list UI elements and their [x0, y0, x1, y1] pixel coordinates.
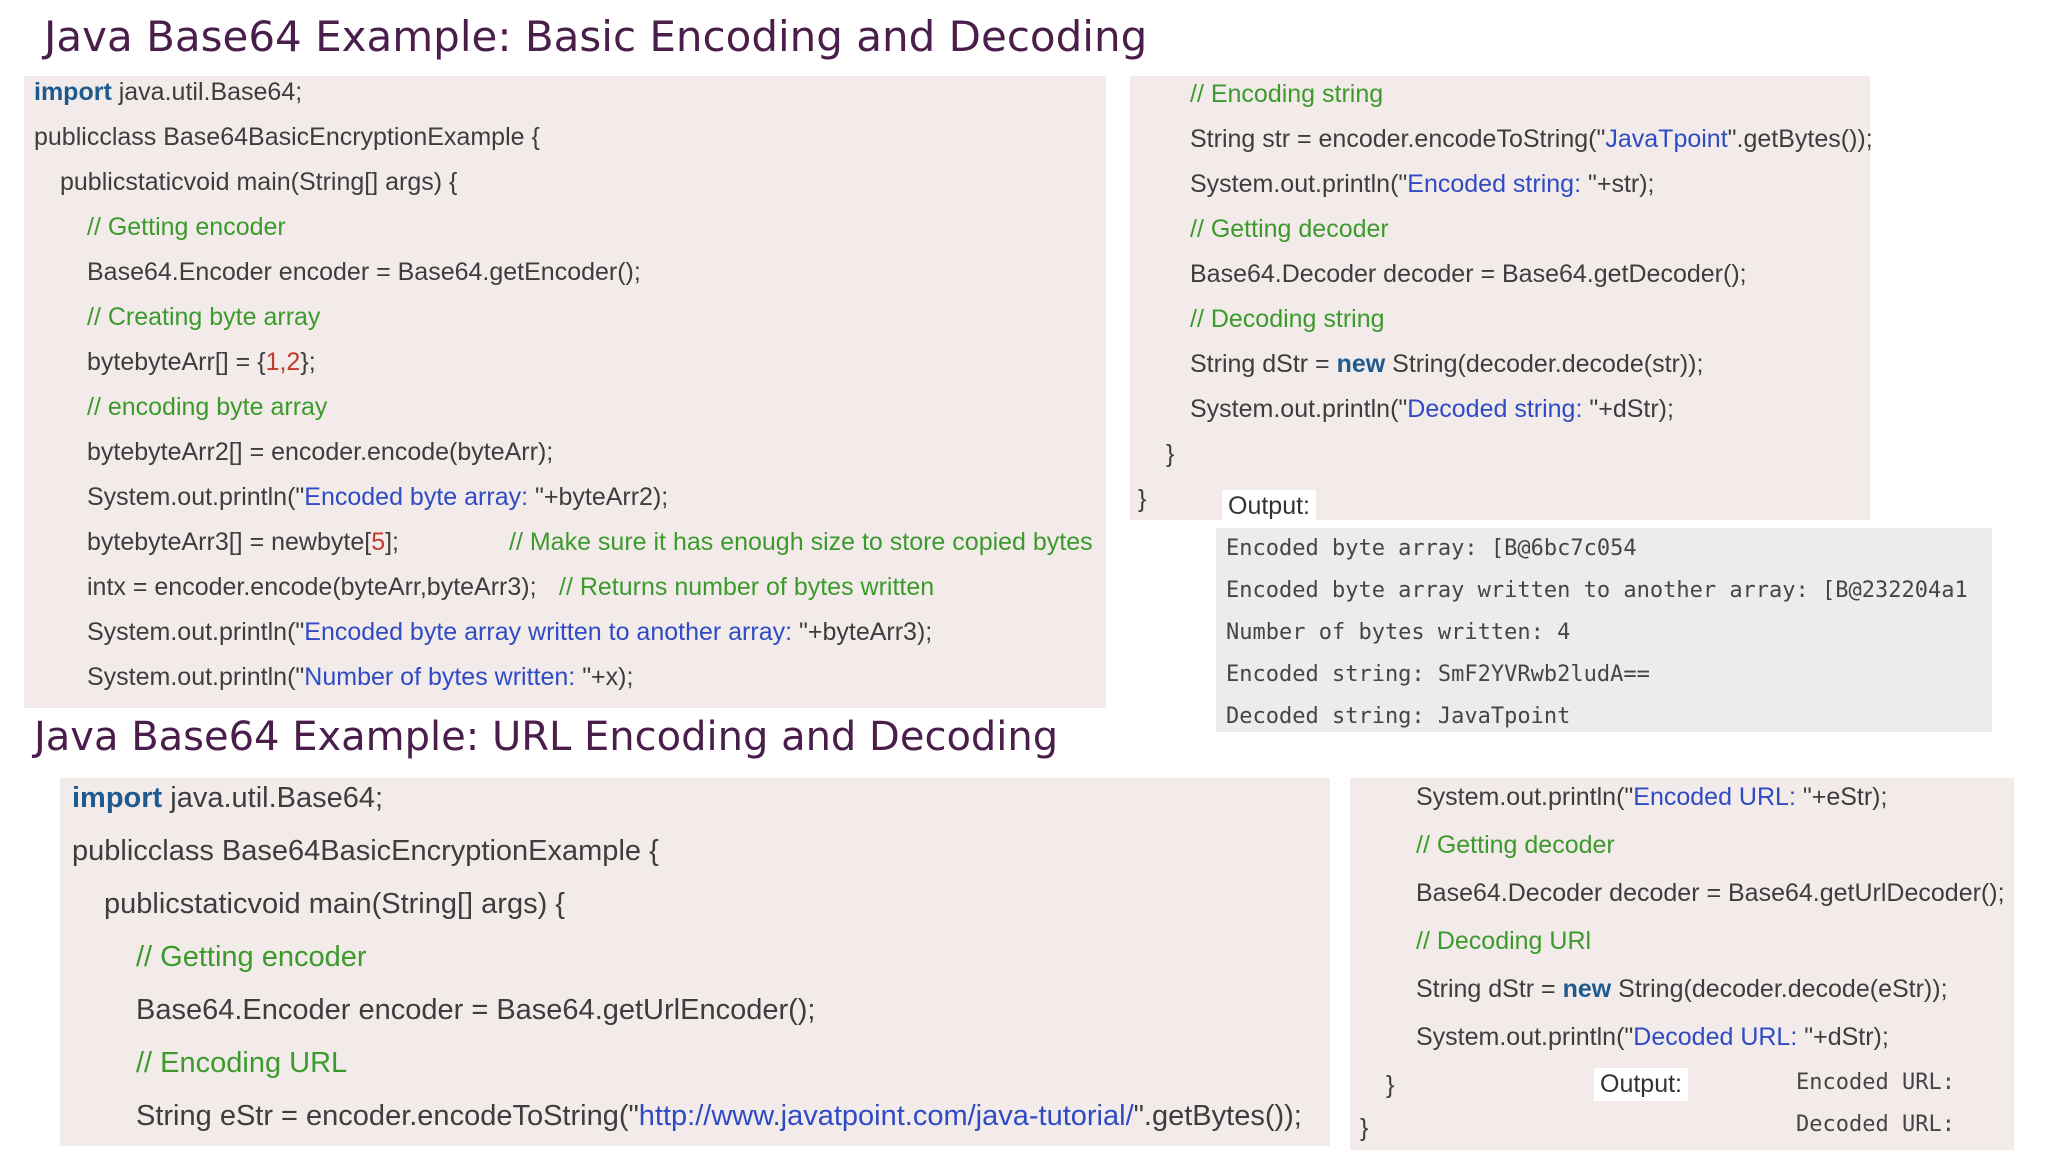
- code-line-main-decl: publicstaticvoid main(String[] args) {: [104, 888, 565, 920]
- estr-url-literal: http://www.javatpoint.com/java-tutorial/: [638, 1100, 1134, 1132]
- estr-pre: String eStr = encoder.encodeToString(": [136, 1100, 639, 1132]
- code-comment-getting-decoder: // Getting decoder: [1190, 215, 1389, 243]
- code-line-class-decl: publicclass Base64BasicEncryptionExample {: [72, 835, 659, 867]
- code-comment-encoding-url: // Encoding URL: [136, 1047, 348, 1079]
- code-line-str: [1190, 125, 1873, 154]
- println-string: Encoded byte array:: [304, 483, 535, 511]
- dstr-post: String(decoder.decode(str));: [1385, 350, 1704, 378]
- code-comment-decoding-url: // Decoding URl: [1416, 927, 1592, 955]
- println-post: "+x);: [582, 663, 634, 691]
- code-line-encoder: Base64.Encoder encoder = Base64.getEncoder();: [87, 258, 641, 286]
- keyword-new: new: [1336, 350, 1386, 378]
- output-line: Encoded byte array written to another array: [B@232204a1: [1226, 578, 1968, 603]
- code-line-bytearr3: [87, 528, 399, 557]
- code-brace-inner: }: [1166, 440, 1175, 468]
- bytearr-post: };: [300, 348, 316, 376]
- code-comment-creating-byte-array: // Creating byte array: [87, 303, 321, 331]
- code-comment-decoding-string: // Decoding string: [1190, 305, 1385, 333]
- section1-code-panel-left: [24, 76, 1106, 708]
- output-line: Number of bytes written: 4: [1226, 620, 1571, 645]
- code-line-println-decoded-url: [1416, 1023, 1889, 1052]
- code-line-decoder: Base64.Decoder decoder = Base64.getUrlDecoder();: [1416, 879, 2005, 907]
- code-line-intx: intx = encoder.encode(byteArr,byteArr3);: [87, 573, 537, 601]
- bytearr3-post: ];: [385, 528, 399, 556]
- code-line-main-decl: publicstaticvoid main(String[] args) {: [60, 168, 458, 196]
- section1-output-label: Output:: [1222, 490, 1316, 523]
- println-post: "+str);: [1587, 170, 1655, 198]
- bytearr-values: 1,2: [265, 348, 301, 376]
- output-line: Encoded string: SmF2YVRwb2ludA==: [1226, 662, 1650, 687]
- code-comment-getting-encoder: // Getting encoder: [87, 213, 286, 241]
- section1-title: Java Base64 Example: Basic Encoding and Decoding: [44, 12, 1148, 61]
- code-line-println-number-of-bytes: [87, 663, 633, 692]
- println-pre: System.out.println(": [1416, 1023, 1634, 1051]
- bytearr3-pre: bytebyteArr3[] = newbyte[: [87, 528, 372, 556]
- println-string: Encoded byte array written to another array:: [304, 618, 799, 646]
- code-line-class-decl: publicclass Base64BasicEncryptionExample {: [34, 123, 540, 151]
- println-post: "+eStr);: [1802, 783, 1888, 811]
- code-line-println-encoded-string: [1190, 170, 1655, 199]
- code-line-dstr: [1416, 975, 1948, 1004]
- code-comment-encoding-string: // Encoding string: [1190, 80, 1384, 108]
- keyword-import: import: [34, 78, 112, 106]
- println-pre: System.out.println(": [87, 483, 305, 511]
- section1-output-panel: [1216, 528, 1992, 732]
- println-string: Number of bytes written:: [304, 663, 583, 691]
- code-brace-outer: }: [1138, 485, 1147, 513]
- section2-code-panel-right: [1350, 778, 2014, 1150]
- dstr-pre: String dStr =: [1416, 975, 1563, 1003]
- str-post: ".getBytes());: [1727, 125, 1873, 153]
- keyword-import: import: [72, 782, 163, 814]
- bytearr3-size: 5: [371, 528, 386, 556]
- str-literal: JavaTpoint: [1605, 125, 1728, 153]
- println-post: "+byteArr2);: [535, 483, 669, 511]
- code-line-import: [72, 782, 383, 815]
- code-brace-outer: }: [1360, 1114, 1369, 1142]
- println-string: Decoded string:: [1407, 395, 1590, 423]
- println-string: Encoded URL:: [1633, 783, 1803, 811]
- code-comment-getting-decoder: // Getting decoder: [1416, 831, 1615, 859]
- println-pre: System.out.println(": [87, 663, 305, 691]
- section1-code-panel-right: [1130, 76, 1873, 520]
- code-line-bytearr: [87, 348, 316, 377]
- code-comment-encoding-byte-array: // encoding byte array: [87, 393, 328, 421]
- code-line-estr: [136, 1100, 1302, 1133]
- println-pre: System.out.println(": [1416, 783, 1634, 811]
- str-pre: String str = encoder.encodeToString(": [1190, 125, 1606, 153]
- code-line-println-written-to-another: [87, 618, 932, 647]
- println-post: "+byteArr3);: [799, 618, 933, 646]
- println-pre: System.out.println(": [1190, 395, 1408, 423]
- output-line: Decoded URL:: [1796, 1112, 1955, 1137]
- println-string: Decoded URL:: [1633, 1023, 1805, 1051]
- import-path: java.util.Base64;: [162, 782, 384, 814]
- section2-output-label: Output:: [1594, 1068, 1688, 1101]
- dstr-post: String(decoder.decode(eStr));: [1611, 975, 1948, 1003]
- code-comment-getting-encoder: // Getting encoder: [136, 941, 367, 973]
- code-line-println-encoded-byte-array: [87, 483, 668, 512]
- println-post: "+dStr);: [1589, 395, 1674, 423]
- println-post: "+dStr);: [1804, 1023, 1889, 1051]
- code-line-dstr: [1190, 350, 1703, 379]
- code-line-decoder: Base64.Decoder decoder = Base64.getDecoder();: [1190, 260, 1747, 288]
- output-line: Decoded string: JavaTpoint: [1226, 704, 1571, 729]
- println-pre: System.out.println(": [1190, 170, 1408, 198]
- code-line-encoder: Base64.Encoder encoder = Base64.getUrlEncoder();: [136, 994, 816, 1026]
- println-pre: System.out.println(": [87, 618, 305, 646]
- code-line-import: [34, 78, 302, 107]
- estr-post: ".getBytes());: [1133, 1100, 1302, 1132]
- section2-title: Java Base64 Example: URL Encoding and Decoding: [34, 714, 1059, 760]
- println-string: Encoded string:: [1407, 170, 1588, 198]
- code-line-println-encoded-url: [1416, 783, 1887, 812]
- bytearr-pre: bytebyteArr[] = {: [87, 348, 266, 376]
- section2-code-panel-left: [60, 778, 1330, 1146]
- code-comment-returns-number: // Returns number of bytes written: [559, 573, 935, 601]
- output-line: Encoded byte array: [B@6bc7c054: [1226, 536, 1637, 561]
- code-comment-enough-size: // Make sure it has enough size to store copied bytes: [509, 528, 1093, 556]
- dstr-pre: String dStr =: [1190, 350, 1337, 378]
- code-line-bytearr2: bytebyteArr2[] = encoder.encode(byteArr);: [87, 438, 554, 466]
- code-brace-inner: }: [1386, 1071, 1395, 1099]
- code-line-println-decoded-string: [1190, 395, 1674, 424]
- keyword-new: new: [1562, 975, 1612, 1003]
- import-path: java.util.Base64;: [111, 78, 303, 106]
- output-line: Encoded URL:: [1796, 1070, 1955, 1095]
